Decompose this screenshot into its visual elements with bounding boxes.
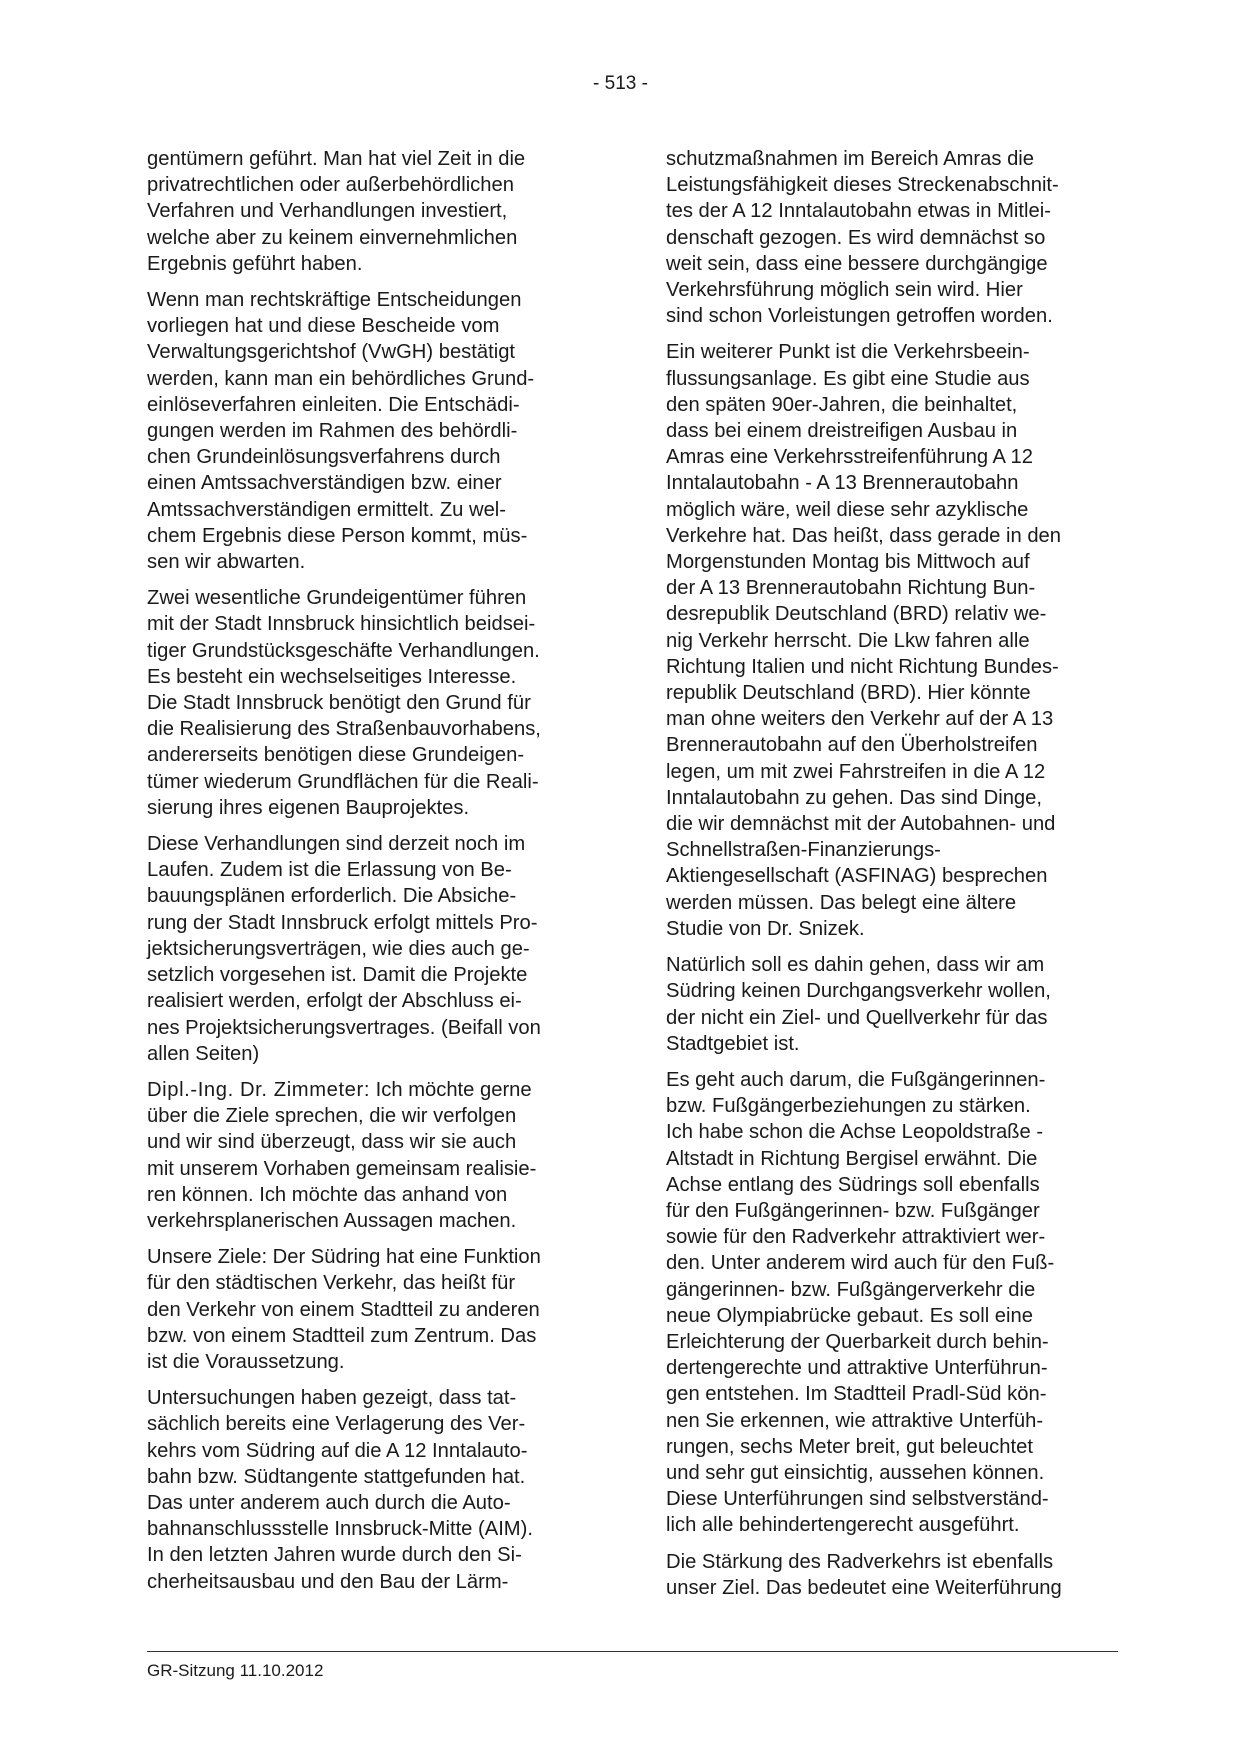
paragraph-line: Die Stadt Innsbruck benötigt den Grund für <box>147 692 531 715</box>
paragraph-line: Stadtgebiet ist. <box>666 1032 800 1055</box>
paragraph-line: Brennerautobahn auf den Überholstreifen <box>666 734 1038 757</box>
paragraph-line: den späten 90er-Jahren, die beinhaltet, <box>666 393 1018 416</box>
paragraph <box>666 952 1118 1057</box>
paragraph-line: Studie von Dr. Snizek. <box>666 917 865 940</box>
paragraph-line: der A 13 Brennerautobahn Richtung Bun- <box>666 577 1036 600</box>
paragraph-line: gentümern geführt. Man hat viel Zeit in die <box>147 148 526 170</box>
paragraph-line: werden, kann man ein behördliches Grund- <box>147 367 535 390</box>
paragraph-line: Südring keinen Durchgangsverkehr wollen, <box>666 980 1051 1003</box>
paragraph-line: sen wir abwarten. <box>147 551 306 574</box>
paragraph-line: Achse entlang des Südrings soll ebenfalls <box>666 1173 1040 1196</box>
paragraph-line: bzw. Fußgängerbeziehungen zu stärken. <box>666 1095 1031 1118</box>
paragraph <box>147 146 597 277</box>
paragraph-line: vorliegen hat und diese Bescheide vom <box>147 315 500 338</box>
paragraph-line: Zwei wesentliche Grundeigentümer führen <box>147 587 527 610</box>
paragraph-line: bzw. von einem Stadtteil zum Zentrum. Das <box>147 1324 537 1347</box>
paragraph-line: kehrs vom Südring auf die A 12 Inntalauto- <box>147 1439 528 1462</box>
paragraph-line: desrepublik Deutschland (BRD) relativ we- <box>666 603 1047 626</box>
paragraph-line: tümer wiederum Grundflächen für die Reali- <box>147 770 539 793</box>
footer-divider <box>147 1651 1118 1652</box>
paragraph-line: cherheitsausbau und den Bau der Lärm- <box>147 1570 509 1593</box>
paragraph <box>147 287 597 575</box>
paragraph-line: sierung ihres eigenen Bauprojektes. <box>147 796 470 819</box>
paragraph-line: Verkehrsführung möglich sein wird. Hier <box>666 279 1023 302</box>
right-column <box>666 146 1118 1611</box>
paragraph-line: nen Sie erkennen, wie attraktive Unterfüh- <box>666 1409 1044 1432</box>
paragraph-line: Untersuchungen haben gezeigt, dass tat- <box>147 1387 517 1410</box>
paragraph-line: verkehrsplanerischen Aussagen machen. <box>147 1209 517 1232</box>
paragraph-line: rung der Stadt Innsbruck erfolgt mittels Pro- <box>147 911 538 934</box>
paragraph-line: Diese Verhandlungen sind derzeit noch im <box>147 833 526 856</box>
paragraph-line: der nicht ein Ziel- und Quellverkehr für das <box>666 1006 1048 1029</box>
paragraph-line <box>147 1077 597 1103</box>
paragraph-line: Verfahren und Verhandlungen investiert, <box>147 200 508 223</box>
paragraph-line: Es besteht ein wechselseitiges Interesse. <box>147 665 517 688</box>
paragraph-line: Inntalautobahn zu gehen. Das sind Dinge, <box>666 786 1042 809</box>
paragraph-line: gungen werden im Rahmen des behördli- <box>147 420 518 443</box>
paragraph-line: denschaft gezogen. Es wird demnächst so <box>666 226 1046 249</box>
paragraph-line: dertengerechte und attraktive Unterführun- <box>666 1357 1048 1380</box>
paragraph <box>666 1067 1118 1539</box>
paragraph-line: welche aber zu keinem einvernehmlichen <box>147 226 518 249</box>
left-column <box>147 146 597 1605</box>
paragraph-line: Aktiengesellschaft (ASFINAG) besprechen <box>666 865 1048 888</box>
paragraph <box>666 1549 1118 1601</box>
paragraph-line: chen Grundeinlösungsverfahrens durch <box>147 446 501 469</box>
paragraph-line: ren können. Ich möchte das anhand von <box>147 1183 508 1206</box>
paragraph-line: werden müssen. Das belegt eine ältere <box>666 891 1017 914</box>
footer-session-date: GR-Sitzung 11.10.2012 <box>147 1661 324 1680</box>
paragraph-line: möglich wäre, weil diese sehr azyklische <box>666 498 1029 521</box>
paragraph-line: man ohne weiters den Verkehr auf der A 13 <box>666 708 1054 731</box>
paragraph-line: Diese Unterführungen sind selbstverständ- <box>666 1488 1049 1511</box>
paragraph-line: Es geht auch darum, die Fußgängerinnen- <box>666 1068 1046 1091</box>
paragraph <box>147 831 597 1067</box>
paragraph-line: die wir demnächst mit der Autobahnen- und <box>666 813 1056 836</box>
paragraph-line: privatrechtlichen oder außerbehördlichen <box>147 174 514 197</box>
paragraph-line: und wir sind überzeugt, dass wir sie auch <box>147 1131 517 1154</box>
paragraph-line: und sehr gut einsichtig, aussehen können. <box>666 1461 1045 1484</box>
paragraph-line: Die Stärkung des Radverkehrs ist ebenfalls <box>666 1550 1054 1573</box>
paragraph-line: bauungsplänen erforderlich. Die Absiche- <box>147 885 517 908</box>
speaker-first-line-rest: Ich möchte gerne <box>370 1078 532 1101</box>
paragraph-line: lich alle behindertengerecht ausgeführt. <box>666 1514 1020 1537</box>
paragraph-line: Wenn man rechtskräftige Entscheidungen <box>147 289 522 312</box>
paragraph-line: Verwaltungsgerichtshof (VwGH) bestätigt <box>147 341 516 364</box>
paragraph-line: neue Olympiabrücke gebaut. Es soll eine <box>666 1304 1033 1327</box>
paragraph-line: Amras eine Verkehrsstreifenführung A 12 <box>666 446 1033 469</box>
paragraph-line: sind schon Vorleistungen getroffen worden. <box>666 305 1053 328</box>
paragraph-line: Morgenstunden Montag bis Mittwoch auf <box>666 551 1030 574</box>
paragraph-line: Erleichterung der Querbarkeit durch behin- <box>666 1330 1049 1353</box>
paragraph-line: jektsicherungsverträgen, wie dies auch ge- <box>147 937 530 960</box>
paragraph-line: ist die Voraussetzung. <box>147 1350 345 1373</box>
paragraph <box>666 339 1118 942</box>
speaker-name: Dipl.-Ing. Dr. Zimmeter: <box>147 1078 371 1101</box>
paragraph-line: schutzmaßnahmen im Bereich Amras die <box>666 148 1035 170</box>
paragraph-line: andererseits benötigen diese Grundeigen- <box>147 744 525 767</box>
paragraph-line: für den Fußgängerinnen- bzw. Fußgänger <box>666 1199 1040 1222</box>
paragraph-line: bahnanschlussstelle Innsbruck-Mitte (AIM). <box>147 1518 533 1541</box>
paragraph-line: Verkehre hat. Das heißt, dass gerade in den <box>666 524 1062 547</box>
paragraph-line: Natürlich soll es dahin gehen, dass wir am <box>666 954 1045 977</box>
paragraph-line: nes Projektsicherungsvertrages. (Beifall von <box>147 1016 541 1039</box>
paragraph-line: den. Unter anderem wird auch für den Fuß- <box>666 1252 1055 1275</box>
speaker-paragraph <box>147 1077 597 1234</box>
paragraph-line: bahn bzw. Südtangente stattgefunden hat. <box>147 1465 526 1488</box>
paragraph-line: über die Ziele sprechen, die wir verfolgen <box>147 1105 517 1128</box>
paragraph-line: Ergebnis geführt haben. <box>147 252 363 275</box>
paragraph-line: Leistungsfähigkeit dieses Streckenabschnit- <box>666 174 1059 197</box>
paragraph-line: Amtssachverständigen ermittelt. Zu wel- <box>147 498 507 521</box>
paragraph-line: gen entstehen. Im Stadtteil Pradl-Süd kön- <box>666 1383 1047 1406</box>
paragraph-line: nig Verkehr herrscht. Die Lkw fahren alle <box>666 629 1030 652</box>
paragraph-line: dass bei einem dreistreifigen Ausbau in <box>666 420 1018 443</box>
paragraph-line: die Realisierung des Straßenbauvorhabens, <box>147 718 541 741</box>
paragraph-line: Ein weiterer Punkt ist die Verkehrsbeein- <box>666 341 1030 364</box>
paragraph-line: legen, um mit zwei Fahrstreifen in die A 12 <box>666 760 1046 783</box>
paragraph-line: allen Seiten) <box>147 1042 260 1065</box>
paragraph-line: realisiert werden, erfolgt der Abschluss ei- <box>147 990 522 1013</box>
paragraph-line: In den letzten Jahren wurde durch den Si- <box>147 1544 522 1567</box>
paragraph-line: Unsere Ziele: Der Südring hat eine Funktion <box>147 1246 541 1269</box>
paragraph-line: sächlich bereits eine Verlagerung des Ver- <box>147 1413 526 1436</box>
paragraph-line: flussungsanlage. Es gibt eine Studie aus <box>666 367 1030 390</box>
paragraph-line: unser Ziel. Das bedeutet eine Weiterführung <box>666 1576 1062 1599</box>
paragraph-line: weit sein, dass eine bessere durchgängige <box>666 252 1048 275</box>
paragraph-line: mit unserem Vorhaben gemeinsam realisie- <box>147 1157 537 1180</box>
page-number: - 513 - <box>593 73 648 94</box>
paragraph <box>147 1244 597 1375</box>
paragraph-line: Inntalautobahn - A 13 Brennerautobahn <box>666 472 1019 495</box>
paragraph-line: republik Deutschland (BRD). Hier könnte <box>666 682 1031 705</box>
paragraph-line: Schnellstraßen-Finanzierungs- <box>666 839 941 862</box>
paragraph-line: Altstadt in Richtung Bergisel erwähnt. Die <box>666 1147 1038 1170</box>
paragraph <box>147 1385 597 1595</box>
paragraph-line: Richtung Italien und nicht Richtung Bundes- <box>666 655 1059 678</box>
paragraph-line: sowie für den Radverkehr attraktiviert wer- <box>666 1226 1046 1249</box>
paragraph <box>666 146 1118 329</box>
paragraph-line: einlöseverfahren einleiten. Die Entschädi- <box>147 393 520 416</box>
paragraph-line: Laufen. Zudem ist die Erlassung von Be- <box>147 859 512 882</box>
paragraph-line: gängerinnen- bzw. Fußgängerverkehr die <box>666 1278 1036 1301</box>
paragraph-line: einen Amtssachverständigen bzw. einer <box>147 472 502 495</box>
paragraph-line: tiger Grundstücksgeschäfte Verhandlungen. <box>147 639 540 662</box>
paragraph <box>147 585 597 821</box>
paragraph-line: Das unter anderem auch durch die Auto- <box>147 1491 511 1514</box>
paragraph-line: rungen, sechs Meter breit, gut beleuchtet <box>666 1435 1033 1458</box>
paragraph-line: setzlich vorgesehen ist. Damit die Projekte <box>147 964 528 987</box>
paragraph-line: chem Ergebnis diese Person kommt, müs- <box>147 524 528 547</box>
paragraph-line: den Verkehr von einem Stadtteil zu anderen <box>147 1298 540 1321</box>
paragraph-line: mit der Stadt Innsbruck hinsichtlich beidsei- <box>147 613 536 636</box>
paragraph-line: tes der A 12 Inntalautobahn etwas in Mitlei- <box>666 200 1051 223</box>
paragraph-line: Ich habe schon die Achse Leopoldstraße - <box>666 1121 1044 1144</box>
paragraph-line: für den städtischen Verkehr, das heißt für <box>147 1272 516 1295</box>
